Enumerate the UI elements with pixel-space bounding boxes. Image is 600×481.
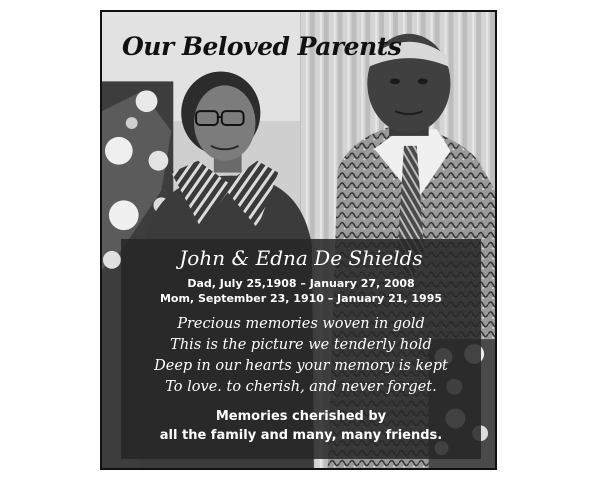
tribute-panel (121, 239, 481, 459)
closing-line: Memories cherished by (215, 409, 387, 424)
headline: Our Beloved Parents (122, 32, 402, 61)
poem-line: This is the picture we tenderly hold (170, 337, 432, 353)
mom-dates: Mom, September 23, 1910 – January 21, 1995 (159, 292, 443, 305)
closing-message (121, 407, 481, 445)
closing-line: all the family and many, many friends. (159, 428, 443, 443)
dates-block (121, 276, 481, 306)
poem-line: Deep in our hearts your memory is kept (154, 358, 448, 374)
poem-line: To love. to cherish, and never forget. (165, 379, 437, 395)
deceased-names: John & Edna De Shields (179, 246, 423, 270)
memorial-notice (100, 10, 497, 470)
dad-dates: Dad, July 25,1908 – January 27, 2008 (187, 277, 415, 290)
poem (121, 314, 481, 398)
poem-line: Precious memories woven in gold (177, 316, 425, 332)
